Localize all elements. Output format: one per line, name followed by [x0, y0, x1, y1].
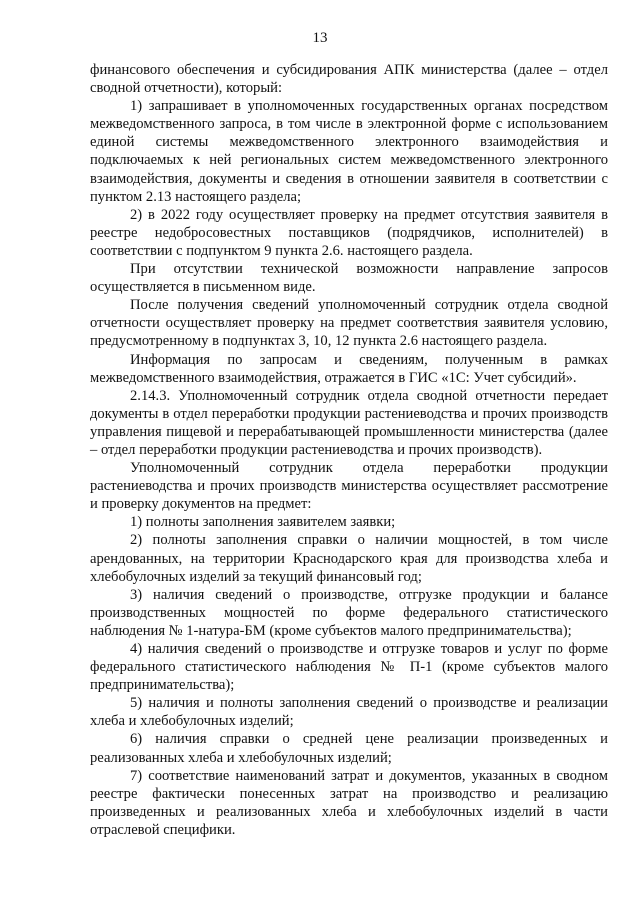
paragraph: 1) полноты заполнения заявителем заявки;	[130, 514, 396, 531]
paragraph: 2) полноты заполнения справки о наличии мощностей, в том числе арендованных, на территории Краснодарского края для производства хлеба и хлебобулочных изделий за текущий финансовый год;	[90, 532, 608, 585]
page-number: 13	[312, 30, 328, 46]
paragraph: 1) запрашивает в уполномоченных государственных органах посредством межведомственного запроса, в том числе в электронной форме с использованием единой системы межведомственного электронного взаимодействия и подключаемых к ней региональных систем межведомственного электронного взаимодействия, документы и сведения в отношении заявителя в соответствии с пунктом 2.13 настоящего раздела;	[90, 98, 608, 205]
paragraph: После получения сведений уполномоченный сотрудник отдела сводной отчетности осуществляет проверку на предмет соответствия заявителя условию, предусмотренному в подпунктах 3, 10, 12 пункта 2.6 настоящего раздела.	[90, 297, 608, 350]
paragraph: Уполномоченный сотрудник отдела переработки продукции растениеводства и прочих производств министерства осуществляет рассмотрение и проверку документов на предмет:	[90, 460, 608, 513]
paragraph: 6) наличия справки о средней цене реализации произведенных и реализованных хлеба и хлебобулочных изделий;	[90, 731, 608, 766]
paragraph: 7) соответствие наименований затрат и документов, указанных в сводном реестре фактически понесенных затрат на производство и реализацию произведенных и реализованных хлеба и хлебобулочных изделий в части отраслевой специфики.	[90, 767, 608, 838]
paragraph: 3) наличия сведений о производстве, отгрузке продукции и балансе производственных мощностей по форме федерального статистического наблюдения № 1-натура-БМ (кроме субъектов малого предпринимательства);	[90, 586, 608, 639]
paragraph: 4) наличия сведений о производстве и отгрузке товаров и услуг по форме федерального статистического наблюдения № П-1 (кроме субъектов малого предпринимательства);	[90, 641, 608, 694]
paragraph: 2) в 2022 году осуществляет проверку на предмет отсутствия заявителя в реестре недобросовестных поставщиков (подрядчиков, исполнителей) в соответствии с подпунктом 9 пункта 2.6. настоящего раздела.	[90, 206, 608, 259]
paragraph: 2.14.3. Уполномоченный сотрудник отдела сводной отчетности передает документы в отдел переработки продукции растениеводства и прочих производств управления пищевой и перерабатывающей промышленности министерства (далее – отдел переработки продукции растениеводства и прочих производств).	[90, 387, 608, 458]
paragraph: Информация по запросам и сведениям, полученным в рамках межведомственного взаимодействия, отражается в ГИС «1С: Учет субсидий».	[90, 351, 608, 386]
document-body	[90, 61, 608, 839]
paragraph: финансового обеспечения и субсидирования АПК министерства (далее – отдел сводной отчетности), который:	[90, 62, 608, 97]
paragraph: При отсутствии технической возможности направление запросов осуществляется в письменном виде.	[90, 261, 608, 296]
paragraph: 5) наличия и полноты заполнения сведений о производстве и реализации хлеба и хлебобулочных изделий;	[90, 695, 608, 730]
